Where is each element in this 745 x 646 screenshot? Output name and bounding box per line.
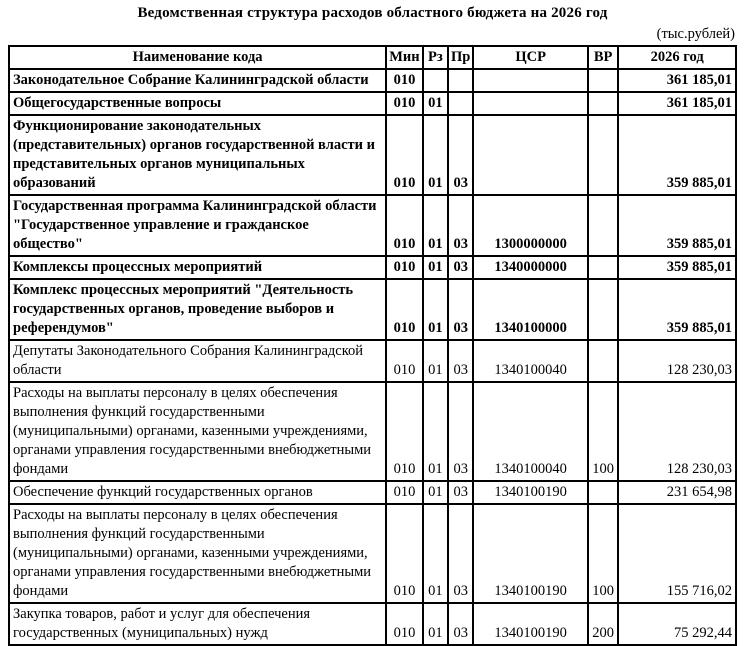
cell-vr (588, 256, 618, 279)
cell-min: 010 (386, 256, 423, 279)
cell-name: Государственная программа Калининградской области "Государственное управление и гражданское общество" (9, 195, 386, 256)
column-header-csr: ЦСР (473, 46, 588, 69)
cell-year: 361 185,01 (618, 92, 736, 115)
cell-csr (473, 92, 588, 115)
cell-name: Обеспечение функций государственных органов (9, 481, 386, 504)
cell-vr (588, 115, 618, 195)
cell-name: Закупка товаров, работ и услуг для обеспечения государственных (муниципальных) нужд (9, 603, 386, 645)
cell-csr: 1340100190 (473, 481, 588, 504)
cell-csr: 1300000000 (473, 195, 588, 256)
table-row (9, 603, 736, 645)
cell-min: 010 (386, 603, 423, 645)
cell-csr (473, 69, 588, 92)
cell-year: 359 885,01 (618, 256, 736, 279)
cell-name: Комплекс процессных мероприятий "Деятельность государственных органов, проведение выборов и референдумов" (9, 279, 386, 340)
column-header-year: 2026 год (618, 46, 736, 69)
column-header-rz: Рз (423, 46, 448, 69)
cell-min: 010 (386, 195, 423, 256)
cell-pr (448, 69, 473, 92)
cell-year: 359 885,01 (618, 195, 736, 256)
cell-pr: 03 (448, 504, 473, 603)
table-row (9, 256, 736, 279)
cell-pr (448, 92, 473, 115)
cell-year: 128 230,03 (618, 340, 736, 382)
cell-vr: 100 (588, 382, 618, 481)
cell-year: 128 230,03 (618, 382, 736, 481)
cell-vr (588, 340, 618, 382)
cell-vr (588, 69, 618, 92)
table-body (9, 69, 736, 645)
cell-year: 359 885,01 (618, 115, 736, 195)
table-row (9, 481, 736, 504)
column-header-pr: Пр (448, 46, 473, 69)
table-row (9, 115, 736, 195)
cell-rz: 01 (423, 340, 448, 382)
table-row (9, 382, 736, 481)
page-title: Ведомственная структура расходов областного бюджета на 2026 год (137, 5, 608, 21)
cell-rz: 01 (423, 481, 448, 504)
column-header-name: Наименование кода (9, 46, 386, 69)
cell-vr: 200 (588, 603, 618, 645)
cell-rz: 01 (423, 92, 448, 115)
table-row (9, 92, 736, 115)
table-row (9, 279, 736, 340)
cell-name: Расходы на выплаты персоналу в целях обеспечения выполнения функций государственными (муниципальными) органами, казенными учреждениями, органами управления государственными внебюджетными фондами (9, 382, 386, 481)
cell-vr (588, 195, 618, 256)
cell-pr: 03 (448, 382, 473, 481)
cell-min: 010 (386, 504, 423, 603)
cell-pr: 03 (448, 603, 473, 645)
cell-year: 75 292,44 (618, 603, 736, 645)
budget-table (8, 45, 737, 646)
cell-csr (473, 115, 588, 195)
cell-name: Депутаты Законодательного Собрания Калининградской области (9, 340, 386, 382)
cell-rz (423, 69, 448, 92)
cell-csr: 1340100040 (473, 382, 588, 481)
cell-pr: 03 (448, 195, 473, 256)
cell-pr: 03 (448, 115, 473, 195)
cell-name: Законодательное Собрание Калининградской области (9, 69, 386, 92)
cell-vr (588, 92, 618, 115)
table-row (9, 340, 736, 382)
cell-year: 231 654,98 (618, 481, 736, 504)
cell-name: Комплексы процессных мероприятий (9, 256, 386, 279)
cell-rz: 01 (423, 382, 448, 481)
cell-csr: 1340100040 (473, 340, 588, 382)
cell-pr: 03 (448, 279, 473, 340)
table-row (9, 195, 736, 256)
cell-vr (588, 279, 618, 340)
cell-csr: 1340100000 (473, 279, 588, 340)
table-row (9, 69, 736, 92)
cell-rz: 01 (423, 256, 448, 279)
cell-vr: 100 (588, 504, 618, 603)
cell-rz: 01 (423, 504, 448, 603)
cell-name: Общегосударственные вопросы (9, 92, 386, 115)
cell-year: 361 185,01 (618, 69, 736, 92)
cell-pr: 03 (448, 481, 473, 504)
cell-pr: 03 (448, 256, 473, 279)
cell-name: Расходы на выплаты персоналу в целях обеспечения выполнения функций государственными (муниципальными) органами, казенными учреждениями, органами управления государственными внебюджетными фондами (9, 504, 386, 603)
cell-min: 010 (386, 279, 423, 340)
cell-rz: 01 (423, 195, 448, 256)
units-note: (тыс.рублей) (656, 26, 735, 42)
cell-min: 010 (386, 92, 423, 115)
header-row (9, 46, 736, 69)
cell-min: 010 (386, 69, 423, 92)
table-row (9, 504, 736, 603)
column-header-vr: ВР (588, 46, 618, 69)
cell-rz: 01 (423, 279, 448, 340)
column-header-min: Мин (386, 46, 423, 69)
cell-name: Функционирование законодательных (представительных) органов государственной власти и представительных органов муниципальных образований (9, 115, 386, 195)
table-header (9, 46, 736, 69)
cell-min: 010 (386, 481, 423, 504)
cell-rz: 01 (423, 603, 448, 645)
cell-csr: 1340000000 (473, 256, 588, 279)
cell-min: 010 (386, 115, 423, 195)
cell-min: 010 (386, 340, 423, 382)
cell-year: 359 885,01 (618, 279, 736, 340)
cell-csr: 1340100190 (473, 603, 588, 645)
cell-rz: 01 (423, 115, 448, 195)
cell-min: 010 (386, 382, 423, 481)
cell-year: 155 716,02 (618, 504, 736, 603)
cell-pr: 03 (448, 340, 473, 382)
cell-vr (588, 481, 618, 504)
cell-csr: 1340100190 (473, 504, 588, 603)
